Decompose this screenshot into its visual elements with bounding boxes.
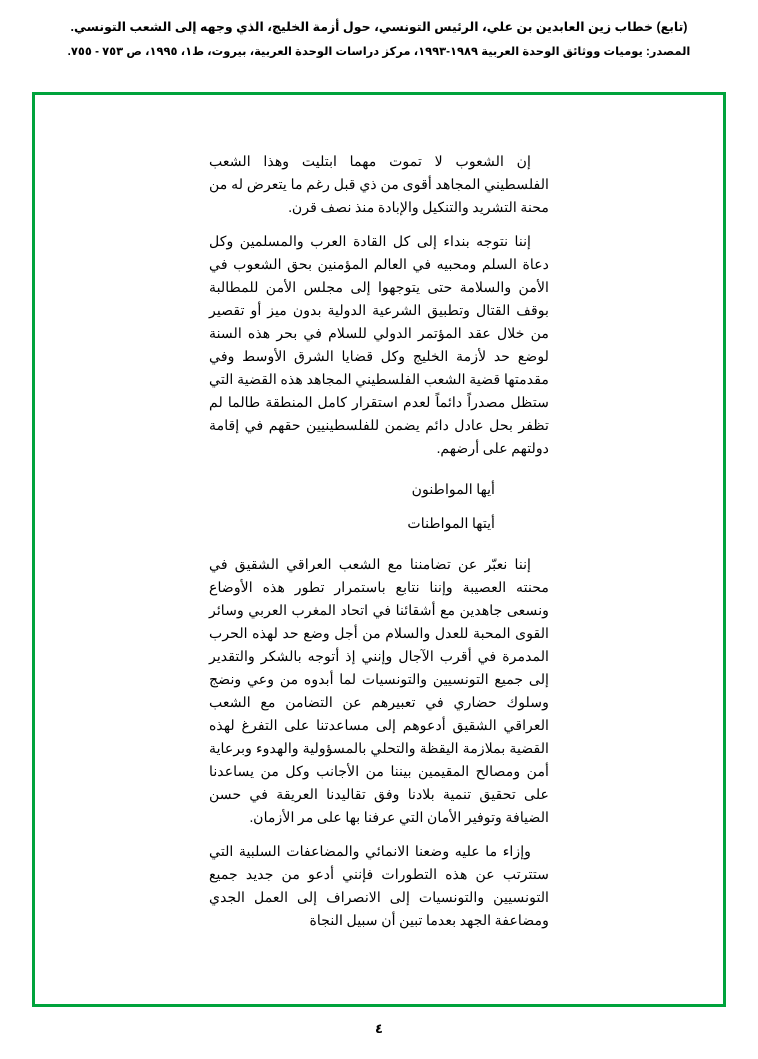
salutation: أيتها المواطنات <box>407 516 495 532</box>
document-border-frame <box>32 92 726 1007</box>
document-body <box>35 95 723 933</box>
paragraph: إن الشعوب لا تموت مهما ابتليت وهذا الشعب الفلسطيني المجاهد أقوى من ذي قبل رغم ما يتعرض له من محنة التشريد والتنكيل والإبادة منذ نصف قرن. <box>209 154 549 216</box>
paragraph: وإزاء ما عليه وضعنا الانمائي والمضاعفات السلبية التي ستترتب عن هذه التطورات فإنني أدعو من جديد جميع التونسيين والتونسيات إلى الانصراف إلى العمل الجدي ومضاعفة الجهد بعدما تبين أن سبيل النجاة <box>209 844 549 929</box>
spacer <box>209 472 549 479</box>
spacer <box>209 547 549 554</box>
text-column <box>209 151 549 933</box>
salutation: أيها المواطنون <box>411 482 495 498</box>
document-source: المصدر: يوميات ووثائق الوحدة العربية ١٩٨٩-١٩٩٣، مركز دراسات الوحدة العربية، بيروت، ط١، ١٩٩٥، ص ٧٥٣ - ٧٥٥. <box>67 45 691 58</box>
page-header <box>0 0 758 61</box>
paragraph: إننا نعبّر عن تضامننا مع الشعب العراقي الشقيق في محنته العصيبة وإننا نتابع باستمرار تطور هذه الأوضاع ونسعى جاهدين مع أشقائنا في اتحاد المغرب العربي وسائر القوى المحبة للعدل والسلام من أجل وضع حد لهذه الحرب المدمرة في أقرب الآجال وإنني إذ أتوجه بالشكر والتقدير إلى جميع التونسيين والتونسيات لما أبدوه من وعي ونضج وسلوك حضاري في تعبيرهم عن التضامن مع الشعب العراقي الشقيق أدعوهم إلى مساعدتنا على التفرغ لهذه القضية بملازمة اليقظة والتحلي بالمسؤولية والهدوء وبرعاية أمن ومصالح المقيمين بيننا من الأجانب وكل من يساعدنا على تحقيق تنمية بلادنا وفق تقاليدنا العريقة في حسن الضيافة وتوفير الأمان التي عرفنا بها على مر الأزمان. <box>209 557 549 826</box>
page-number: ٤ <box>375 1021 383 1036</box>
document-title: (تابع) خطاب زين العابدين بن علي، الرئيس التونسي، حول أزمة الخليج، الذي وجهه إلى الشعب التونسي. <box>70 20 688 34</box>
paragraph: إننا نتوجه بنداء إلى كل القادة العرب والمسلمين وكل دعاة السلم ومحبيه في العالم المؤمنين بحق الشعوب في الأمن والسلامة حتى يتوجهوا إلى مجلس الأمن للمطالبة بوقف القتال وتطبيق الشرعية الدولية بدون ميز أو تقصير من خلال عقد المؤتمر الدولي للسلام في بحر هذه السنة لوضع حد لأزمة الخليج وكل قضايا الشرق الأوسط وفي مقدمتها قضية الشعب الفلسطيني المجاهد هذه القضية التي ستظل مصدراً دائماً لعدم استقرار كامل المنطقة طالما لم تظفر بحل عادل دائم يضمن للفلسطينيين حقهم في إقامة دولتهم على أرضهم. <box>209 234 549 457</box>
